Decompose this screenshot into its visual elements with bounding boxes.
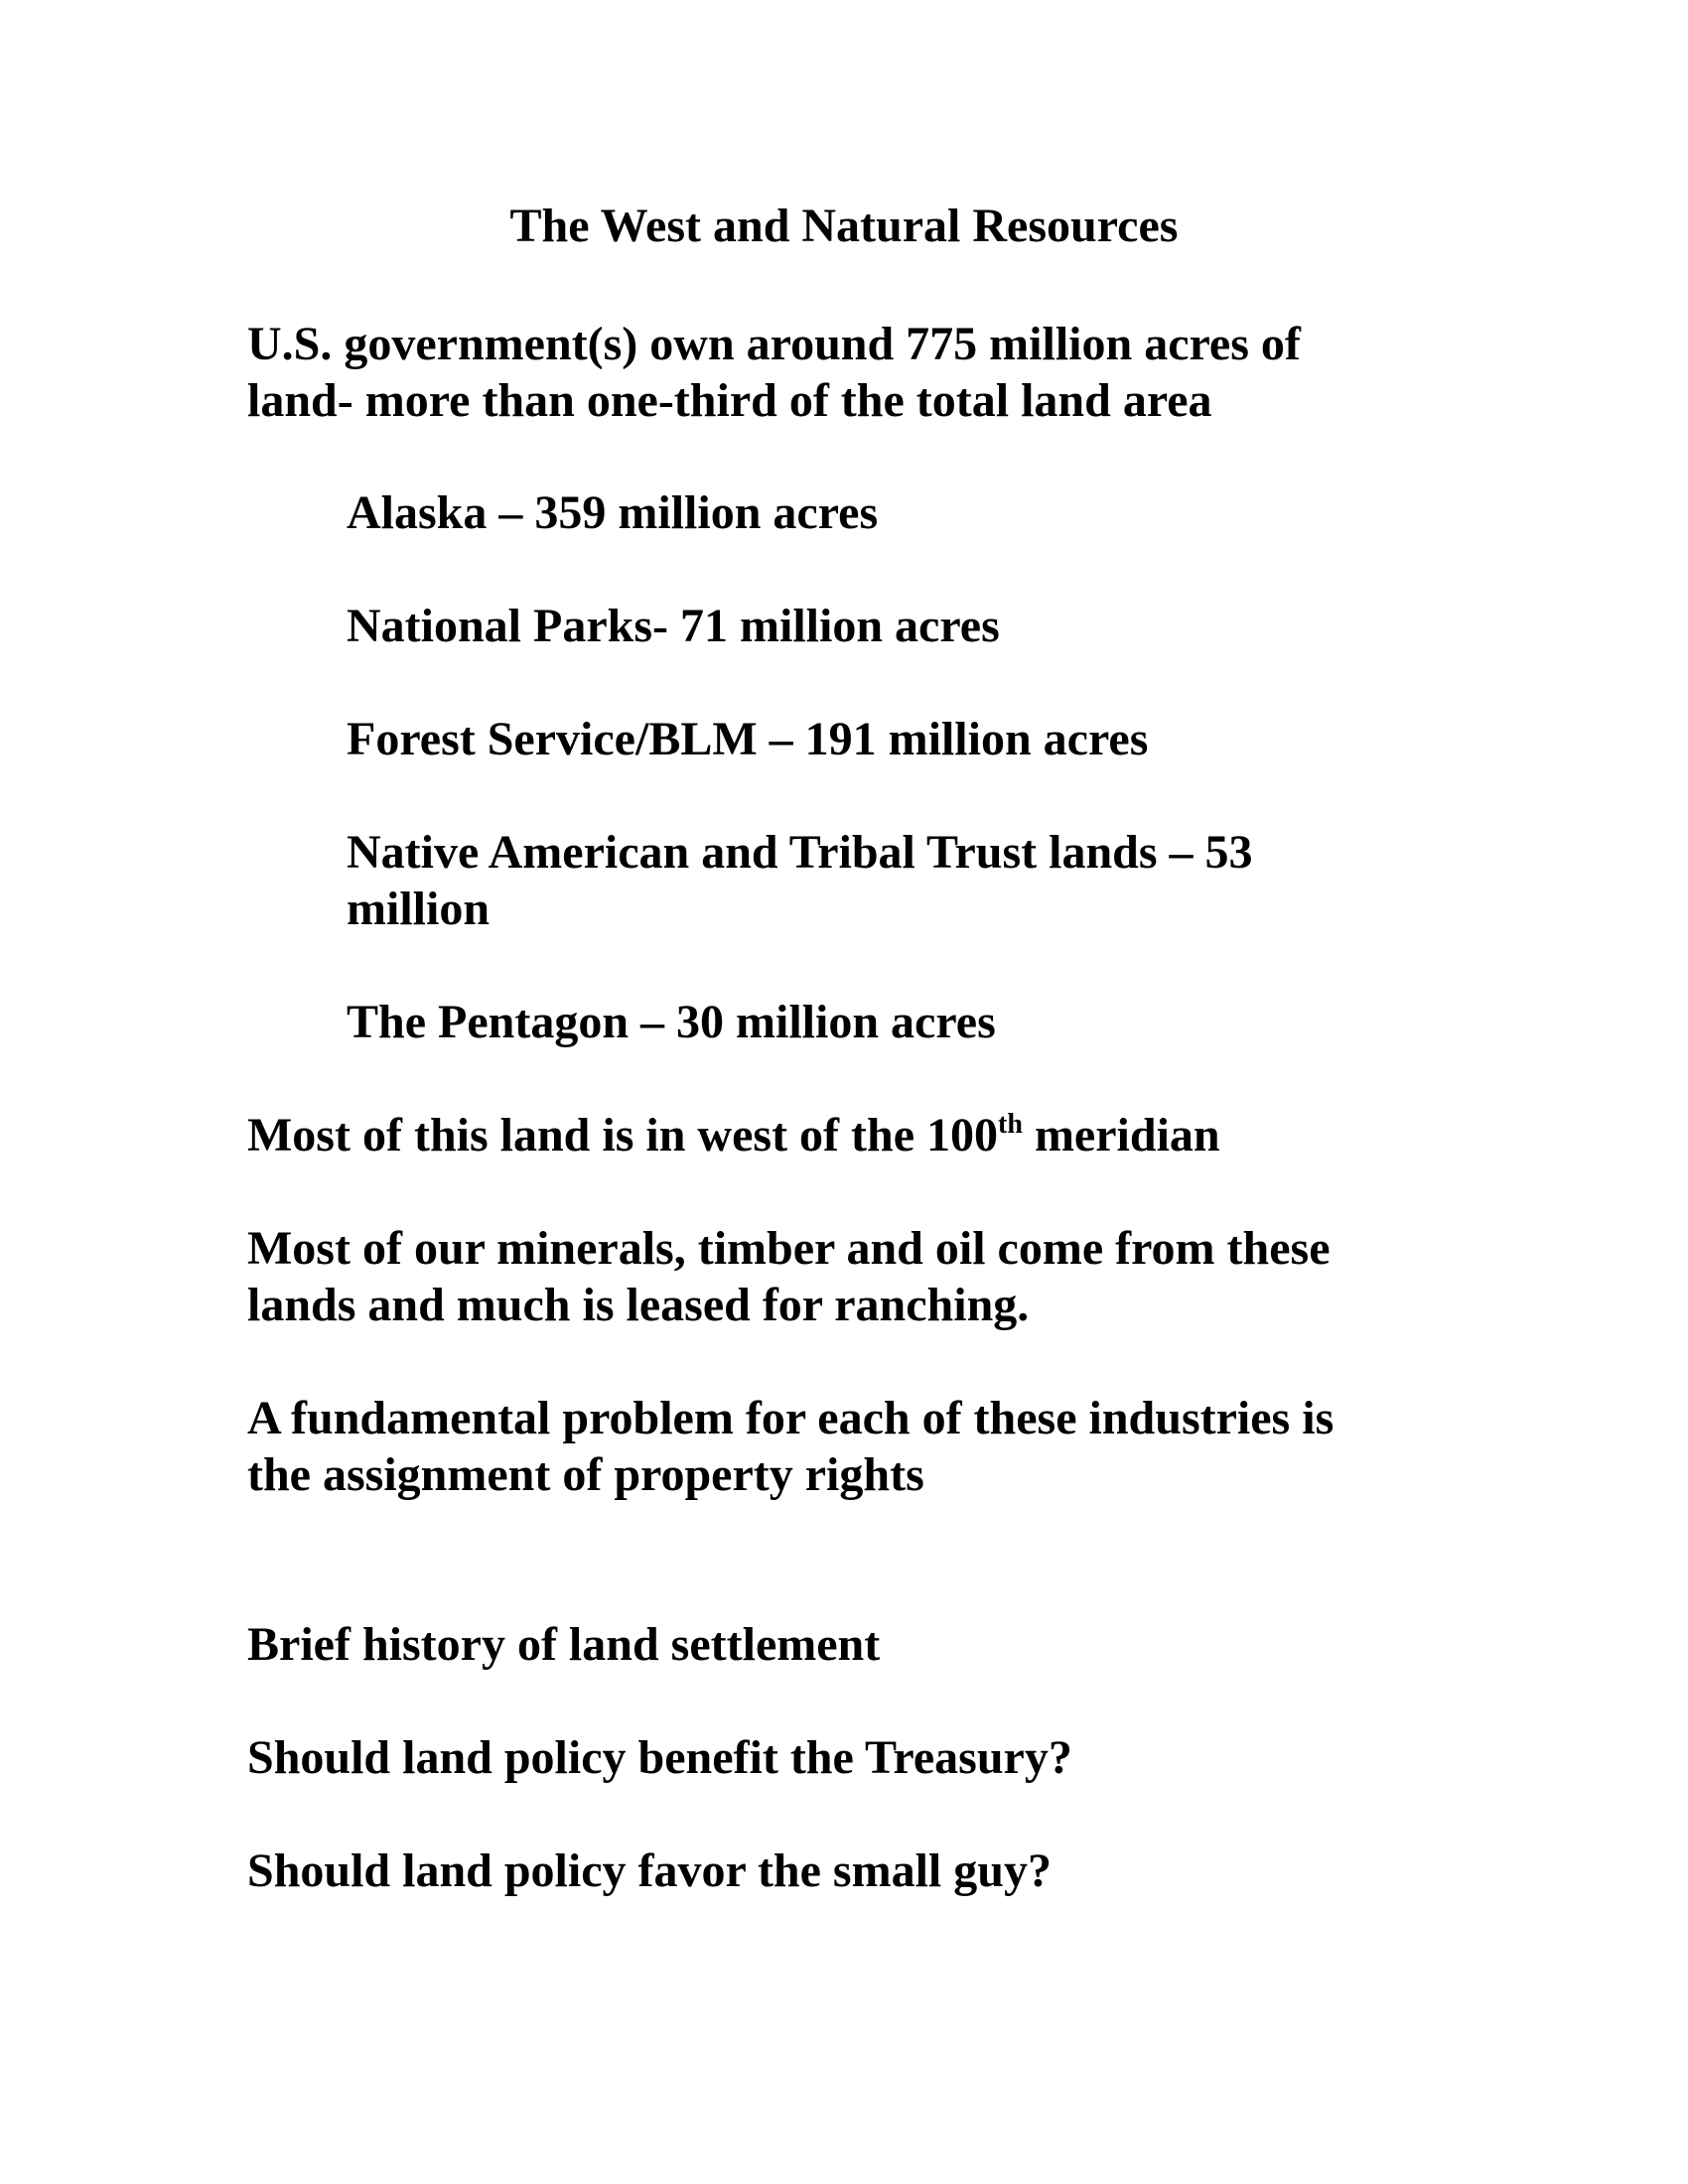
question-small-guy <box>247 1843 1439 1899</box>
meridian-paragraph <box>247 1107 1439 1163</box>
intro-line-2: land- more than one-third of the total land area <box>247 374 1212 427</box>
minerals-paragraph <box>247 1220 1439 1333</box>
question-treasury <box>247 1729 1439 1786</box>
page-title: The West and Natural Resources <box>509 200 1179 252</box>
meridian-text: Most of this land is in west of the 100 <box>247 1109 999 1161</box>
holding-line: National Parks- 71 million acres <box>347 600 1000 652</box>
holding-line: Alaska – 359 million acres <box>347 486 879 539</box>
problem-line-1: A fundamental problem for each of these industries is <box>247 1392 1335 1444</box>
minerals-line-2: lands and much is leased for ranching. <box>247 1279 1030 1331</box>
holding-tribal-lands <box>347 824 1389 937</box>
question-line: Should land policy benefit the Treasury? <box>247 1731 1072 1784</box>
holding-line: Native American and Tribal Trust lands – 53 <box>347 826 1253 879</box>
question-line: Should land policy favor the small guy? <box>247 1844 1052 1897</box>
holding-forest-service <box>347 711 1389 767</box>
intro-line-1: U.S. government(s) own around 775 million acres of <box>247 318 1301 370</box>
holding-line: The Pentagon – 30 million acres <box>347 996 996 1048</box>
history-line: Brief history of land settlement <box>247 1618 881 1671</box>
problem-paragraph <box>247 1390 1439 1503</box>
holding-alaska <box>347 484 1389 541</box>
holding-pentagon <box>347 994 1389 1050</box>
holding-national-parks <box>347 598 1389 654</box>
intro-paragraph <box>247 316 1439 429</box>
meridian-text-end: meridian <box>1022 1109 1220 1161</box>
history-heading <box>247 1616 1439 1673</box>
holding-line: Forest Service/BLM – 191 million acres <box>347 713 1149 765</box>
problem-line-2: the assignment of property rights <box>247 1448 924 1501</box>
meridian-ordinal: th <box>998 1109 1023 1140</box>
holding-line-continued: million <box>347 883 491 935</box>
minerals-line-1: Most of our minerals, timber and oil come from these <box>247 1222 1331 1275</box>
